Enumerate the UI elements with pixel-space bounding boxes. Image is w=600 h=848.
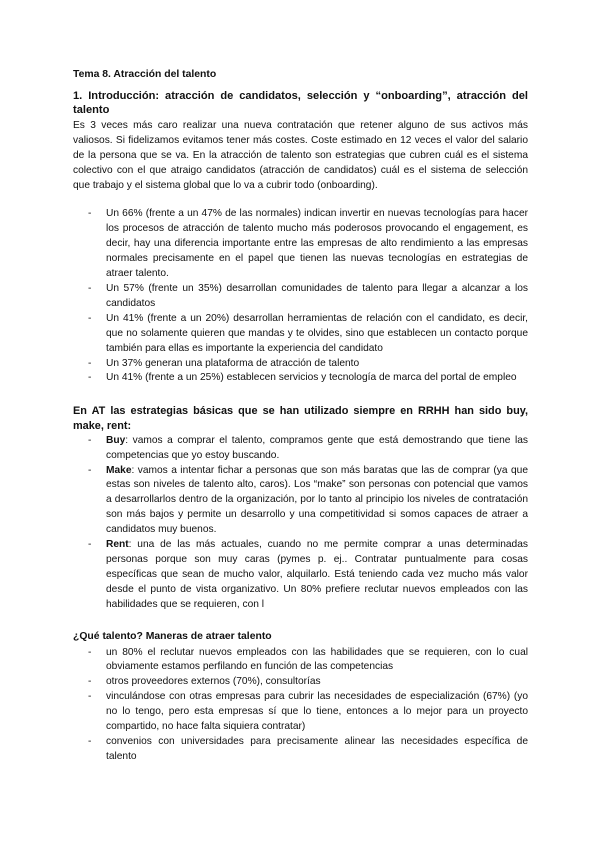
document-page bbox=[73, 68, 528, 765]
strategy-text: : una de las más actuales, cuando no me permite comprar a unas determinadas personas porque son muy caras (pymes p. ej.. Contratar puntualmente para cosas específicas que sean de mucho valor, alquilarlo. Está teniendo cada vez mucho más valor desde el punto de vista organizativo. Un 80% prefiere reclutar nuevos empleados con las habilidades que se requieren, con l bbox=[106, 539, 528, 610]
strategy-item-buy bbox=[73, 434, 528, 464]
strategy-item-make bbox=[73, 464, 528, 539]
stats-list bbox=[73, 207, 528, 386]
strategies-list bbox=[73, 434, 528, 613]
section-heading-introduction: 1. Introducción: atracción de candidatos, selección y “onboarding”, atracción del talento bbox=[73, 89, 528, 117]
document-title: Tema 8. Atracción del talento bbox=[73, 69, 217, 80]
strategy-text: : vamos a comprar el talento, compramos gente que está demostrando que tiene las competencias que yo estoy buscando. bbox=[106, 434, 528, 461]
section-heading-ways: ¿Qué talento? Maneras de atraer talento bbox=[73, 630, 272, 642]
list-item: - otros proveedores externos (70%), consultorías bbox=[73, 675, 528, 690]
list-item: - un 80% el reclutar nuevos empleados con las habilidades que se requieren, con lo cual obviamente estamos perfilando en función de las competencias bbox=[73, 646, 528, 676]
list-item: - vinculándose con otras empresas para cubrir las necesidades de especialización (67%) (yo no lo tengo, pero esta empresas sí que lo tiene, entonces a lo mejor para un proyecto compartido, no hace falta siquiera contratar) bbox=[73, 690, 528, 735]
strategy-term: Make bbox=[106, 464, 132, 476]
strategy-term: Rent bbox=[106, 539, 129, 551]
list-item: - Un 66% (frente a un 47% de las normales) indican invertir en nuevas tecnologías para hacer los procesos de atracción de talento mucho más poderosos provocando el engagement, es decir, hay una diferencia importante entre las empresas de alto rendimiento a las empresas normales precisamente en el papel que tienen las nuevas tecnologías en estrategias de atraer talento. bbox=[73, 207, 528, 282]
strategy-term: Buy bbox=[106, 434, 126, 446]
list-item: - Un 41% (frente a un 20%) desarrollan herramientas de relación con el candidato, es decir, que no solamente quieren que mandas y te olvides, sino que establecen un contacto porque también para ellas es importante la experiencia del candidato bbox=[73, 312, 528, 357]
list-item: - Un 57% (frente un 35%) desarrollan comunidades de talento para llegar a alcanzar a los candidatos bbox=[73, 282, 528, 312]
intro-paragraph: Es 3 veces más caro realizar una nueva contratación que retener alguno de sus activos más valiosos. Si fidelizamos evitamos tener más costes. Coste estimado en 12 veces el valor del salario de la persona que se va. En la atracción de talento son estrategias que cubren cuál es el sistema colectivo con el que atraigo candidatos (atracción de candidatos) cuál es el sistema de selección que trabajo y el sistema global que lo va a cubrir todo (onboarding). bbox=[73, 119, 528, 191]
ways-list bbox=[73, 646, 528, 765]
list-item: - Un 41% (frente a un 25%) establecen servicios y tecnología de marca del portal de empleo bbox=[73, 371, 528, 386]
strategy-text: : vamos a intentar fichar a personas que son más baratas que las de comprar (ya que estas son niveles de talento alto, caros). Los “make” son personas con potencial que vamos a desarrollarlos dentro de la organización, por lo tanto al principio los niveles de contratación son más bajos y permite un desarrollo y una competitividad si somos capaces de atraer a candidatos muy buenos. bbox=[106, 464, 528, 536]
list-item: - Un 37% generan una plataforma de atracción de talento bbox=[73, 357, 528, 372]
strategy-item-rent bbox=[73, 538, 528, 613]
list-item: - convenios con universidades para precisamente alinear las necesidades específica de talento bbox=[73, 735, 528, 765]
section-heading-strategies: En AT las estrategias básicas que se han utilizado siempre en RRHH han sido buy, make, rent: bbox=[73, 405, 528, 433]
